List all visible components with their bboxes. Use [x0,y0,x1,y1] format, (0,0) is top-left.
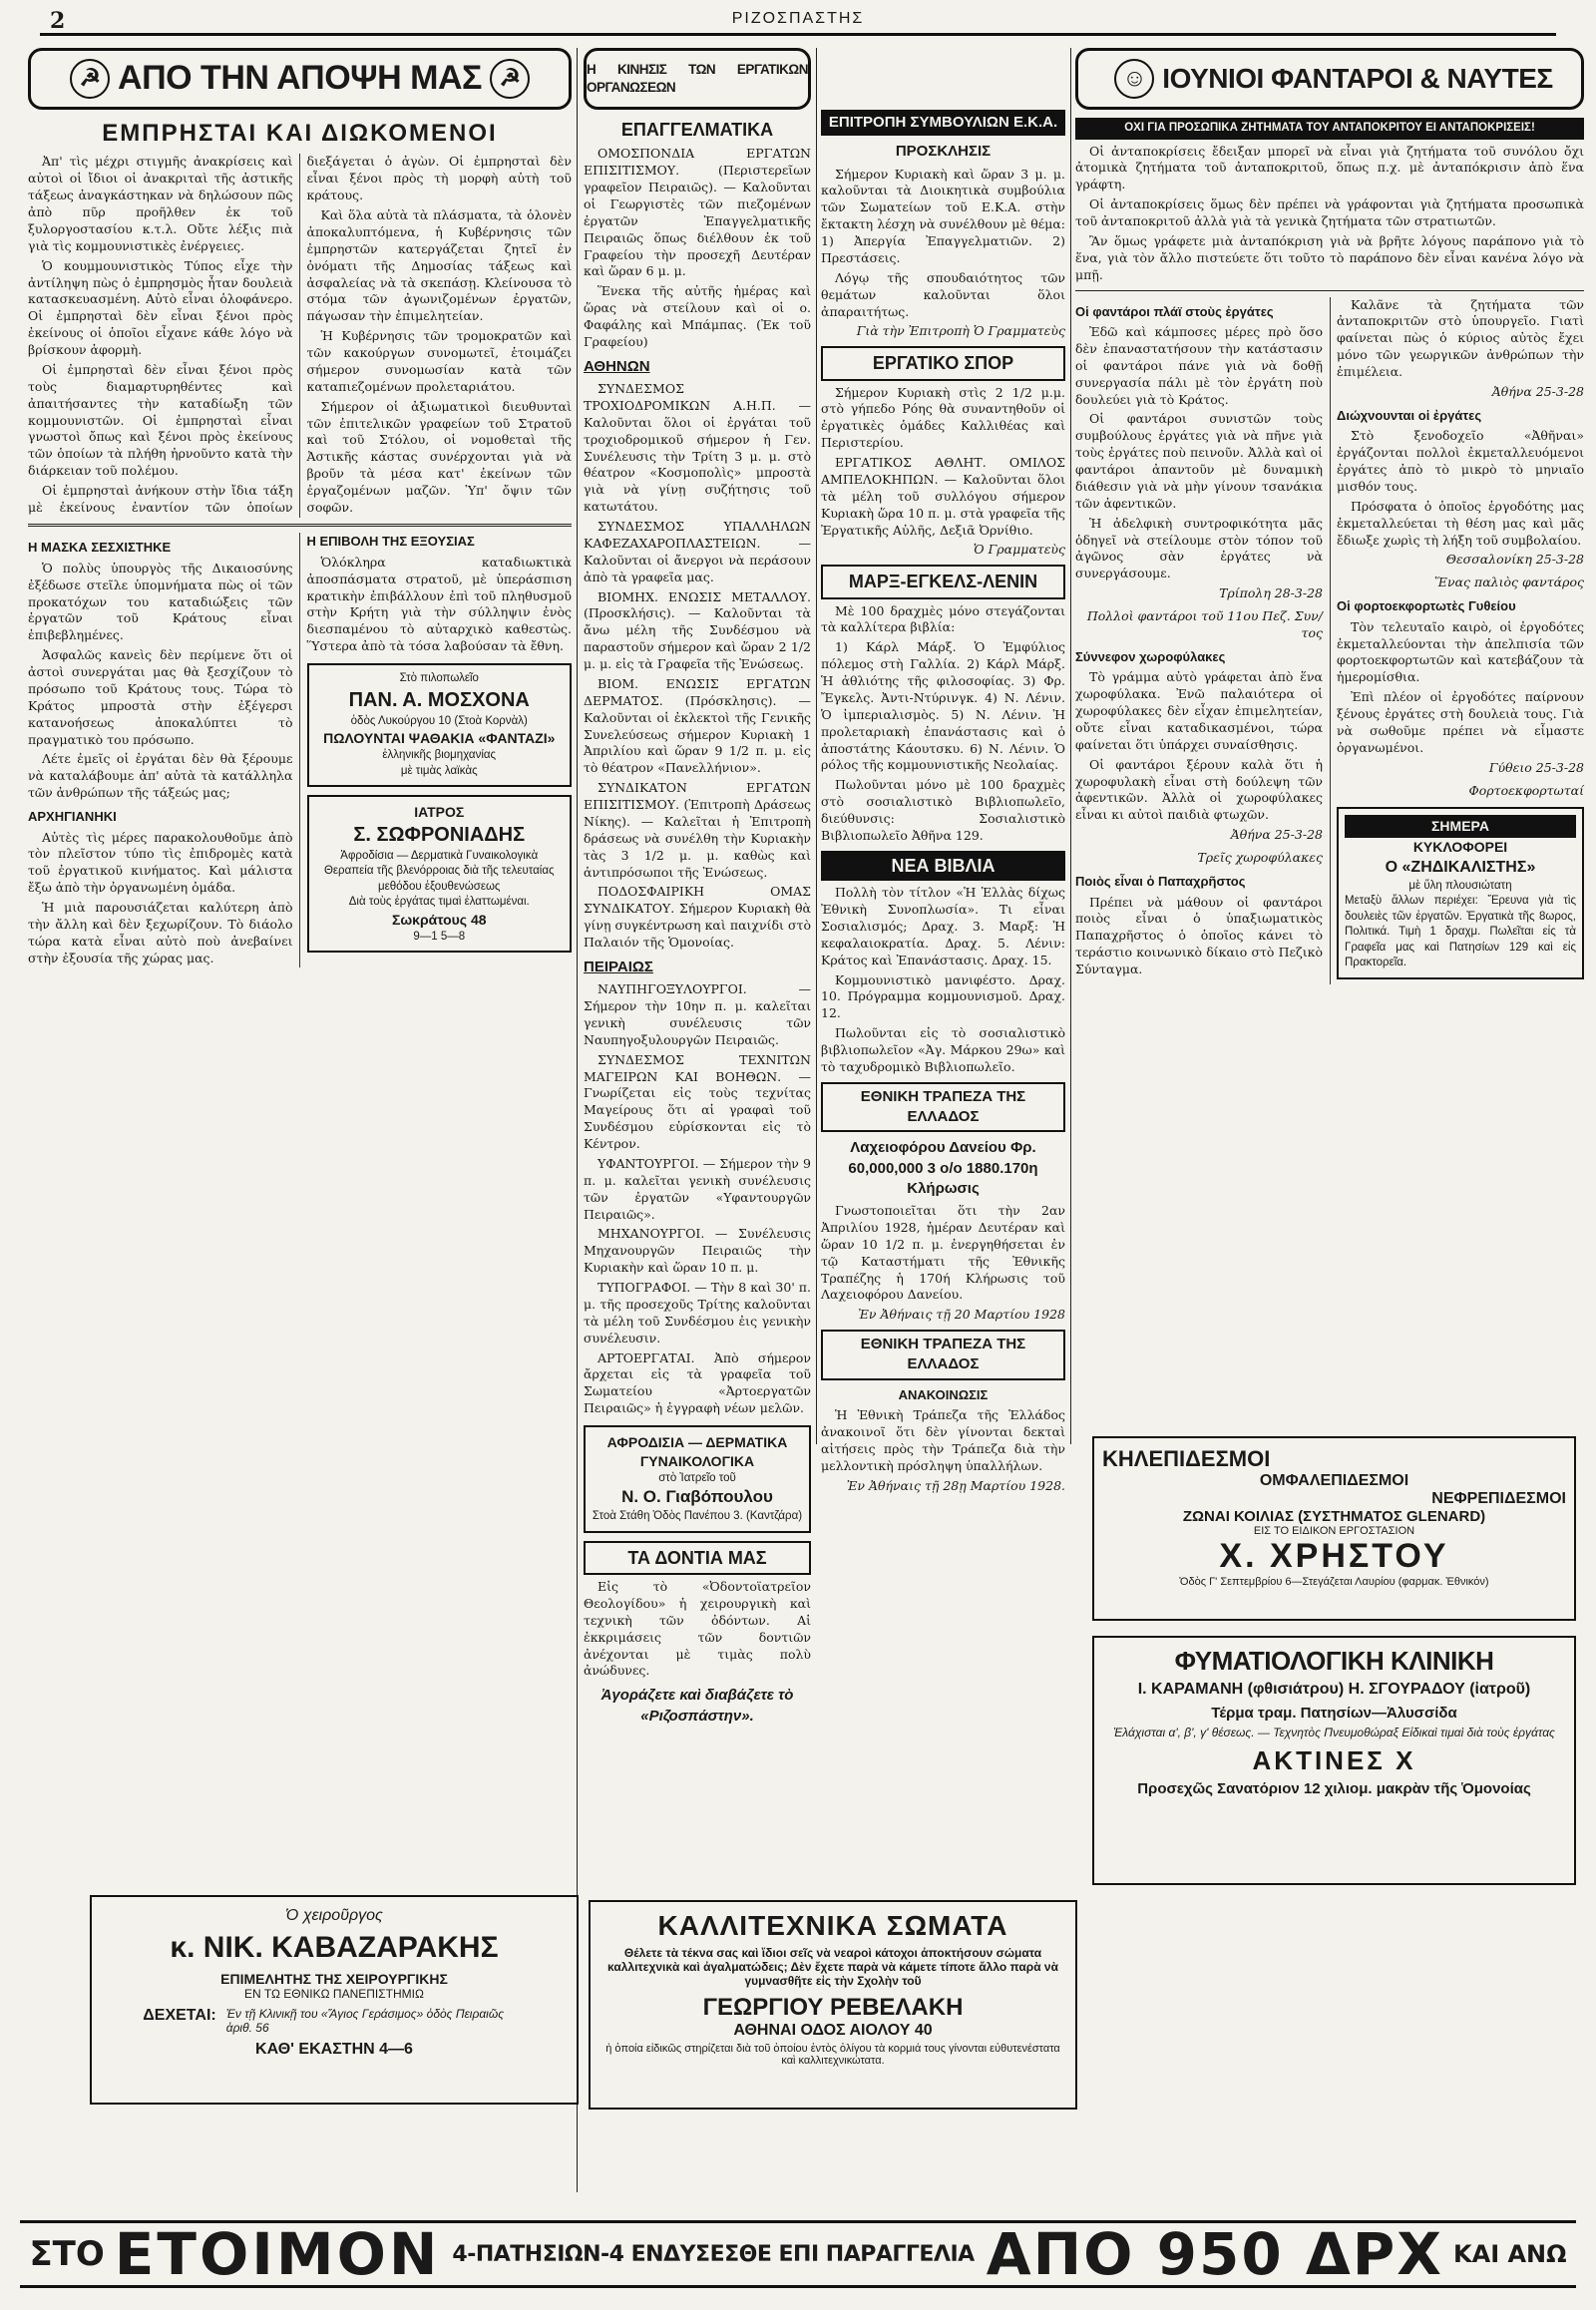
signature: Γιὰ τὴν Ἐπιτροπὴ Ὁ Γραμματεὺς [856,323,1065,339]
section-title: ΜΑΡΞ-ΕΓΚΕΛΣ-ΛΕΝΙΝ [821,565,1065,598]
banner-text: 4-ΠΑΤΗΣΙΩΝ-4 ΕΝΔΥΣΕΣΘΕ ΕΠΙ ΠΑΡΑΓΓΕΛΙΑ [452,2241,975,2267]
article-title: Διώχνουνται οἱ ἐργάτες [1337,407,1482,423]
date-line: Ἐν Ἀθήναις τῇ 28ῃ Μαρτίου 1928. [846,1477,1065,1493]
paragraph: Πωλοῦνται μόνο μὲ 100 δραχμὲς στὸ σοσιαλιστικὸ Βιβλιοπωλεῖο, διεύθυνσις: Σοσιαλιστικὸ Βιβλιοπωλεῖο Ἀθῆνα 129. [821,777,1065,843]
paragraph: Σήμερον οἱ ἀξιωματικοὶ διευθυνταὶ τῶν ἐπιτελικῶν γραφείων τοῦ Στρατοῦ καὶ τοῦ Στόλου, οἱ νομοθεταὶ τῆς Ἀστικῆς κάστας συνέρχονται γιὰ νὰ βροῦν τὰ μέσα κατ' ἐκείνων τῶν ἐργαζομένων μαζῶν. Ὑπ' ὄψιν τῶν σοφῶν. [306,398,572,515]
divider [28,524,572,527]
paragraph: ΣΥΝΔΙΚΑΤΟΝ ΕΡΓΑΤΩΝ ΕΠΙΣΙΤΙΣΜΟΥ. (Ἐπιτροπὴ Δράσεως Νίκης). — Καλεῖται ἡ Ἐπιτροπὴ δράσεως νὰ συνέλθη τὴν Κυριακὴν τὰς 3 1/2 μ. μ. καθὼς καὶ ἀντιπρόσωποι τῆς Ἐνώσεως. [584,780,811,880]
ad-text: Διὰ τοὺς ἐργάτας τιμαὶ ἐλαττωμέναι. [348,896,530,909]
ad-text: Ἐλάχισται α', β', γ' θέσεως. — Τεχνητὸς Πνευμοθώραξ Εἰδικαὶ τιμαὶ διὰ τοὺς ἐργάτας [1113,1726,1555,1739]
ad-title: ΚΗΛΕΠΙΔΕΣΜΟΙ [1102,1446,1271,1471]
paragraph: Ἐδῶ καὶ κάμποσες μέρες πρὸ ὅσο δὲν ἐπαναστατήσουν τὴν κατάστασιν οἱ φαντάροι πάνε γιὰ νὰ δοθῇ συνεργασία πάλι μὲ τὸν ἐργάτη ποὺ δουλεύει γιὰ τὸ Κράτος. [1075,324,1323,407]
subtitle: ΑΝΑΚΟΙΝΩΣΙΣ [898,1386,989,1402]
section-header-text: ΑΠΟ ΤΗΝ ΑΠΟΨΗ ΜΑΣ [118,59,482,98]
ad-name: ΠΑΝ. Α. ΜΟΣΧΟΝΑ [348,688,530,711]
paragraph: ΟΜΟΣΠΟΝΔΙΑ ΕΡΓΑΤΩΝ ΕΠΙΣΙΤΙΣΜΟΥ. (Περιστερεῖων γραφεῖον Πειραιῶς). — Καλοῦνται οἱ Γεωργιστὲς τῶν πιεζομένων ἐργατῶν Ἐπαγγελματικῆς Πειραιῶς ὅπως διέλθουν ἐκ τοῦ Γραφείου τὴν προσεχῆ Δευτέραν καὶ ὥραν 6 μ. μ. [584,146,811,279]
ad-text: ΕΠΙΜΕΛΗΤΗΣ ΤΗΣ ΧΕΙΡΟΥΡΓΙΚΗΣ [220,1971,448,1987]
ad-title: ΦΥΜΑΤΙΟΛΟΓΙΚΗ ΚΛΙΝΙΚΗ [1174,1646,1494,1676]
ad-hat-shop [307,663,573,787]
paragraph: ΣΥΝΔΕΣΜΟΣ ΤΕΧΝΙΤΩΝ ΜΑΓΕΙΡΩΝ ΚΑΙ ΒΟΗΘΩΝ. — Γνωρίζεται εἰς τοὺς τεχνίτας Μαγείρους ὅτι αἱ γραφαὶ τοῦ Συνδέσμου εὑρίσκονται εἰς τὸ Κέντρον. [584,1051,811,1152]
ad-text: Ἀφροδίσια — Δερματικὰ Γυναικολογικὰ [340,849,539,862]
hammer-sickle-icon: ☭ [70,59,110,99]
ad-text: στὸ Ἰατρεῖο τοῦ [658,1471,736,1484]
ad-hours: ΚΑΘ' ΕΚΑΣΤΗΝ 4—6 [255,2041,413,2058]
paragraph: Ἀσφαλῶς κανεὶς δὲν περίμενε ὅτι οἱ ἀστοὶ συνεργάται μας θὰ ξεσχίζουν τὸ πρόσωπο τοῦ Κράτους τους. Τώρα τὸ Κράτος μπροστὰ στὴν ἐξέγερσι κατανοήσεως ἀποκαλύπτει τὸ πραγματικὸ του πρόσωπο. [28,647,293,747]
banner-text: ΣΤΟ [29,2234,105,2274]
column-editorial [28,48,572,2142]
column-notices [821,48,1065,1493]
paragraph: ΒΙΟΜ. ΕΝΩΣΙΣ ΕΡΓΑΤΩΝ ΔΕΡΜΑΤΟΣ. (Πρόσκλησις). — Καλοῦνται οἱ ἐκλεκτοὶ τῆς Γενικῆς Συνελεύσεως σήμερον Κυριακὴ 1 Ἀπριλίου καὶ ὥραν 9 1/2 π. μ. εἰς τὸ θέατρον «Πανελλήνιον». [584,675,811,776]
soldier-portrait-icon: ☺ [1114,59,1154,99]
paragraph: Οἱ ἐμπρησταὶ ἀνήκουν στὴν ἴδια τάξη μὲ ἐκείνους ἐναντίον τῶν ὁποίων διεξάγεται ὁ ἀγὼν. Οἱ ἐμπρησταὶ δὲν εἶναι ξένοι πρὸς τὴ μορφὴ αὐτὴ τοῦ κράτους. [28,154,572,515]
ad-text: ἡ ὁποία εἰδικῶς στηρίζεται διὰ τοῦ ὁποίου ἐντὸς ὀλίγου τὰ κορμιά τους γίνονται εὐθυτενέστατα καὶ καλλιτεχνικώτατα. [605,2043,1060,2067]
ad-text: ΖΩΝΑΙ ΚΟΙΛΙΑΣ (ΣΥΣΤΗΜΑΤΟΣ GLENARD) [1182,1508,1486,1525]
paragraph: Ἂν ὅμως γράφετε μιὰ ἀνταπόκριση γιὰ νὰ βρῆτε λόγους παράπονο γιὰ τὸ ἕνα, γιὰ τὸν ἄλλο πιστεύετε ὅτι τοῦτο τὸ παράπονο δὲν εἶναι κανένα λόγο νὰ μπῇ. [1075,232,1584,282]
paragraph: Ὁ κουμμουνιστικὸς Τύπος εἶχε τὴν ἀντίληψη πὼς ὁ ἐμπρησμὸς ἦταν δουλειὰ κατασκευασμένη. Αὐτὸ εἶναι ὁλοφάνερο. Οἱ ἐμπρησταὶ δὲν εἶναι ξένοι πρὸς ἐκείνους οἱ ὁποῖοι εἶχανε κάθε λόγο νὰ βρίσκουν ἀφορμὴ. [28,257,293,358]
ad-today-publication [1337,807,1584,978]
lead-article-body [28,154,572,518]
paragraph: Λέτε ἐμεῖς οἱ ἐργάται δὲν θὰ ξέρουμε νὰ καταλάβουμε ἀπ' αὐτὰ τὰ κατάλληλα τῶν ἀνθρώπων τῆς τάξεώς μας; [28,751,293,801]
banner-price: ΑΠΟ 950 ΔΡΧ [986,2220,1444,2288]
article-title: ΠΡΟΣΚΛΗΣΙΣ [895,143,992,161]
ad-doctor [307,795,573,953]
section-header-labor: Η ΚΙΝΗΣΙΣ ΤΩΝ ΕΡΓΑΤΙΚΩΝ ΟΡΓΑΝΩΣΕΩΝ [584,48,811,110]
section-title: ΠΕΙΡΑΙΩΣ [584,958,653,975]
ad-label: ΣΗΜΕΡΑ [1345,815,1576,838]
ad-belts [1092,1436,1576,1621]
article-title: Η ΕΠΙΒΟΛΗ ΤΗΣ ΕΞΟΥΣΙΑΣ [306,534,475,550]
banner-text: ΚΑΙ ΑΝΩ [1453,2240,1567,2268]
section-title: ΝΕΑ ΒΙΒΛΙΑ [821,851,1065,881]
paragraph: ΤΥΠΟΓΡΑΦΟΙ. — Τὴν 8 καὶ 30' π. μ. τῆς προσεχοῦς Τρίτης καλοῦνται τὰ μέλη τοῦ Συνδέσμου ἐις γενικὴν συνέλευσιν. [584,1280,811,1346]
paragraph: Μὲ 100 δραχμὲς μόνο στεγάζονται τὰ καλλίτερα βιβλία: [821,602,1065,635]
bank-loan: Λαχειοφόρου Δανείου Φρ. 60,000,000 3 ο/ο 1880.170η Κλήρωσις [848,1139,1038,1197]
paragraph: Ἡ ἀδελφικὴ συντροφικότητα μᾶς ὁδηγεῖ νὰ στείλουμε στὸν τόπον τοῦ ἀγῶνος σὰν ἐργάτες νὰ συνεργάσουμε. [1075,515,1323,581]
article-title: Οἱ φορτοεκφορτωτὲς Γυθείου [1337,598,1516,614]
ad-text: μὲ τιμὰς λαϊκὰς [400,764,478,777]
editorial-briefs [28,533,572,966]
ad-name: Χ. ΧΡΗΣΤΟΥ [1219,1537,1449,1575]
signature: Ὁ Γραμματεὺς [973,542,1065,558]
column-soldiers [1075,48,1584,1424]
ad-text: μὲ ὕλη πλουσιώτατη [1408,879,1512,892]
ad-text: ΕΝ ΤΩ ΕΘΝΙΚΩ ΠΑΝΕΠΙΣΤΗΜΙΩ [244,1987,424,2001]
ad-hours: 9—1 5—8 [413,930,466,943]
ad-clinic [584,1425,811,1533]
paragraph: ΒΙΟΜΗΧ. ΕΝΩΣΙΣ ΜΕΤΑΛΛΟΥ. (Προσκλήσις). — Καλοῦνται τὰ ἄνω μέλη τῆς Συνδέσμου νὰ παραστοῦν σήμερον καὶ ὥραν 2 1/2 μ. μ. εἰς τὰ Γραφεῖα τῆς Ἑνώσεως. [584,588,811,672]
paragraph: Σήμερον Κυριακὴ καὶ ὥραν 3 μ. μ. καλοῦνται τὰ Διοικητικὰ συμβούλια τῶν Σωματείων τοῦ Ε.Κ.Α. στὴν ἔκτακτη λέσχη νὰ συνέλθουν μὲ θέμα: 1) Ἀπεργία Ἐπαγγελματιῶν. 2) Πρεστάσεις. [821,166,1065,265]
paragraph: ΑΡΤΟΕΡΓΑΤΑΙ. Ἀπὸ σήμερον ἄρχεται εἰς τὰ γραφεῖα τοῦ Σωματείου «Ἀρτοεργατῶν Πειραιῶς» ἡ ἐγγραφὴ νέων μελῶν. [584,1349,811,1416]
signature: Ἀθήνα 25-3-28 [1230,827,1323,843]
ad-text: Προσεχῶς Σανατόριον 12 χιλιομ. μακρὰν τῆς Ὁμονοίας [1137,1780,1531,1797]
paper-name: ΡΙΖΟΣΠΑΣΤΗΣ [731,10,865,27]
section-title: ΑΘΗΝΩΝ [584,357,650,375]
paragraph: Πολλὴ τὸν τίτλον «Ἡ Ἑλλὰς δίχως Ἐθνικὴ Συνοπλωσία». Τι εἶναι Σοσιαλισμός; Δραχ. 3. Μαρξ: Ἡ κεφαλαιοκρατία. Δραχ. 5. Λένιν: Κράτος καὶ Ἐπανάστασις. Δραχ. 15. [821,885,1065,967]
paragraph: Πρέπει νὰ μάθουν οἱ φαντάροι ποιὸς εἶναι ὁ ὑπαξιωματικὸς Παπαχρῆστος ὁ ὁποῖος κάνει τὸ τεράστιο κοινωνικὸ δίκαιο στὸ Πεζικὸ Σύνταγμα. [1075,894,1323,977]
ad-text: Θεραπεία τῆς βλενόρροιας διὰ τῆς τελευταίας μεθόδου ἐξουθενώσεως [323,865,555,893]
ad-title: ΙΑΤΡΟΣ [414,804,465,821]
ad-address: Ὁδὸς Γ' Σεπτεμβρίου 6—Στεγάζεται Λαυρίου (φαρμακ. Ἐθνικόν) [1179,1576,1489,1588]
ad-surgeon [90,1895,579,2105]
paragraph: Ἀπ' τὶς μέχρι στιγμῆς ἀνακρίσεις καὶ αὐτοὶ οἱ ἴδιοι οἱ ἀνακριταὶ τῆς ἀστικῆς τάξεως ἀναγκάστηκαν νὰ δηλώσουν πῶς ἀπὸ πῦρ προῆλθεν ἐκ τοῦ ξυλοργοστασίου κ.τ.λ. Οὔτε λέξις πιὰ γιὰ τὶς κομμουνιστικὲς ἐνέργειες. [28,154,293,253]
paragraph: Οἱ φαντάροι συνιστῶν τοὺς συμβούλους ἐργάτες γιὰ νὰ πῆνε γιὰ τοὺς ἐργάτες ποὺ πεινοῦν. Ἀλλὰ καὶ οἱ φαντάροι ἀπαντοῦν μὲ δυναμικὴ διάθεσιν γιὰ νὰ μὴν γίνουν τσανάκια τῶν ἀφεντικῶν. [1075,411,1323,511]
section-title: ΕΠΑΓΓΕΛΜΑΤΙΚΑ [620,120,774,140]
ad-text: ΕΙΣ ΤΟ ΕΙΔΙΚΟΝ ΕΡΓΟΣΤΑΣΙΟΝ [1253,1525,1415,1537]
bottom-banner-ad [20,2220,1576,2288]
paragraph: Ἐπὶ πλέον οἱ ἐργοδότες παίρνουν ξένους ἐργάτες στὴ δουλειὰ τους. Γιὰ νὰ σωθοῦμε πρέπει νὰ εἶμαστε ὀργανωμένοι. [1337,689,1584,755]
ad-name: Ι. ΚΑΡΑΜΑΝΗ (φθισιάτρου) Η. ΣΓΟΥΡΑΔΟΥ (ἰατροῦ) [1137,1681,1531,1698]
article-title: Ποιὸς εἶναι ὁ Παπαχρῆστος [1075,873,1246,889]
ad-text: ΝΕΦΡΕΠΙΔΕΣΜΟΙ [1431,1490,1566,1507]
paragraph: Στὸ ξενοδοχεῖο «Ἀθῆναι» ἐργάζονται πολλοὶ ἐκμεταλλευόμενοι ἐργάτες ἀπὸ τὸ μικρὸ τὸ μηνιαῖο μισθόν τους. [1337,428,1584,494]
paragraph: Οἱ ἐμπρησταὶ δὲν εἶναι ξένοι πρὸς τοὺς διαμαρτυρηθέντες καὶ ἀπαιτήσαντες τὴν καταδίωξη τῶν κομμουνιστῶν. Οἱ ἐμπρησταὶ εἶναι γνωστοὶ ὄπως καὶ ξένοι πρὸς ἐκείνους τῶν ὁποίων τὰ πλήθη ἠρνοῦντο κατὰ τὴν διάρκειαν τοῦ πολέμου. [28,361,293,479]
ad-title: Ο «ΖΗΔΙΚΑΛΙΣΤΗΣ» [1385,859,1536,877]
paragraph: ΣΥΝΔΕΣΜΟΣ ΤΡΟΧΙΟΔΡΟΜΙΚΩΝ Α.Η.Π. — Καλοῦνται ὅλοι οἱ ἐργάται τοῦ τροχιοδρομικοῦ σήμερον ἡ Γεν. Συνέλευσις τὴν Τρίτη 3 μ. μ. στὸ θέατρον «Κοσμοπολὶς» μπροστὰ γιὰ νὰ γίνῃ συζήτησις τοῦ κατωτάτου. [584,381,811,515]
paragraph: Ὁλόκληρα καταδιωκτικὰ ἀποσπάσματα στρατοῦ, μὲ ὑπεράσπιση κρατικὴν ἐπιβάλλουν ἐπὶ τοῦ πληθυσμοῦ στὴν Κρήτη γιὰ τὴν σύλληψιν ἐνὸς διεσπαμένου τὸ αὐταρχικὸ καθεστὼς. Ὕστερα ἀπὸ τὰ τόσα λαβούσαν τὰ ἔθνη. [306,554,572,654]
signature: Τρεῖς χωροφύλακες [1197,850,1323,866]
paragraph: 1) Κάρλ Μάρξ. Ὁ Ἐμφύλιος πόλεμος στὴ Γαλλία. 2) Κάρλ Μάρξ. Ἡ ἀθλιότης τῆς φιλοσοφίας. 3) Φρ. Ἔγκελς. Ἀντι-Ντύρινγκ. 4) Ν. Λένιν. Ὁ ἰμπεριαλισμὸς. 5) Ν. Λένιν. Ἡ προλεταριακὴ ἐπανάστασις καὶ ὁ ἀποστάτης Κάουτσκυ. 6) Ν. Λένιν. Ὁ ρόλος τῆς κομμουνιστικῆς Νεολαίας. [821,639,1065,773]
ad-address: ὁδὸς Λυκούργου 10 (Στοὰ Κορνὰλ) [350,714,528,727]
page-number: 2 [50,8,66,34]
article-title: ΑΡΧΗΓΙΑΝΗΚΙ [28,809,117,825]
section-header-editorial [28,48,572,110]
section-header-committee: ΕΠΙΤΡΟΠΗ ΣΥΜΒΟΥΛΙΩΝ Ε.Κ.Α. [821,110,1065,136]
paragraph: Πρόσφατα ὁ ὁποῖος ἐργοδότης μας ἐκμεταλλεύεται τὴ θέση μας καὶ μᾶς ἔδιωξε χωρὶς τὴ λήξη τοῦ συμβολαίου. [1337,498,1584,548]
article-title: Οἱ φαντάροι πλάϊ στοὺς ἐργάτες [1075,303,1274,319]
ad-name: κ. ΝΙΚ. ΚΑΒΑΖΑΡΑΚΗΣ [170,1931,499,1964]
ad-title: ΑΦΡΟΔΙΣΙΑ — ΔΕΡΜΑΤΙΚΑ ΓΥΝΑΙΚΟΛΟΓΙΚΑ [606,1434,788,1469]
paragraph: ΠΟΔΟΣΦΑΙΡΙΚΗ ΟΜΑΣ ΣΥΝΔΙΚΑΤΟΥ. Σήμερον Κυριακὴ θὰ γίνῃ συγκέντρωση καὶ παιχνίδι στὸ Παλαιόν τῆς Ὁμονοίας. [584,884,811,951]
article-title: Η ΜΑΣΚΑ ΣΕΣΧΙΣΤΗΚΕ [28,540,172,556]
paragraph: Ἡ μιὰ παρουσιάζεται καλύτερη ἀπὸ τὴν ἄλλη καὶ δὲν ξεχωρίζουν. Τὸ διάολο τώρα κατὰ εἶναι αὐτὸ ποὺ ἀνεβαίνει στὴν ἐξουσία τῆς χώρας μας. [28,900,293,965]
ad-item: ΠΩΛΟΥΝΤΑΙ ΨΑΘΑΚΙΑ «ΦΑΝΤΑΖΙ» [323,730,556,747]
ad-address: Σωκράτους 48 [391,911,487,928]
paragraph: Καλᾶνε τὰ ζητήματα τῶν ἀνταποκριτῶν στὸ ὑπουργεῖο. Γιατὶ φαίνεται πὼς ὁ κύριος αὐτὸς ἔχει μόνο τῶν γεωργικῶν ἀνθρώπων τὴν ἐπιμέλεια. [1337,296,1584,380]
paragraph: Τὸν τελευταῖο καιρὸ, οἱ ἐργοδότες ἐκμεταλλεύονται τὴν ἀπελπισία τῶν φορτοεκφορτωτῶν καὶ κατεβάζουν τὰ ἡμερομίσθια. [1337,618,1584,685]
section-title: ΕΘΝΙΚΗ ΤΡΑΠΕΖΑ ΤΗΣ ΕΛΛΑΔΟΣ [821,1082,1065,1133]
note: Ἀγοράζετε καὶ διαβάζετε τὸ «Ριζοσπάστην». [600,1687,794,1725]
hammer-sickle-icon: ☭ [490,59,530,99]
masthead [40,6,1556,36]
ad-text: Θέλετε τὰ τέκνα σας καὶ ἴδιοι σεῖς νὰ νεαροὶ κάτοχοι ἀποκτήσουν σώματα καλλιτεχνικὰ καὶ ἀγαλματώδεις; Δὲν ἔχετε παρὰ νὰ κάμετε τίποτε ἄλλο παρὰ νὰ γυμνασθῆτε εἰς τὴν Σχολὴν τοῦ [607,1946,1058,1988]
paragraph: Ἕνεκα τῆς αὐτῆς ἡμέρας καὶ ὥρας νὰ στείλουν καὶ οἱ ο. Φαφάλης καὶ Μπάμπας. (Ἐκ τοῦ Γραφείου) [584,283,811,349]
banner-brand: ΕΤΟΙΜΟΝ [114,2220,441,2288]
paragraph: Οἱ ἀνταποκρίσεις ἔδειξαν μπορεῖ νὰ εἶναι γιὰ ζητήματα τοῦ συνόλου ὄχι ἀτομικὰ ζητήματα τοῦ ἀνταποκριτοῦ, ὅπως π.χ. μὲ ἀνταπόκρισιν ἀπὸ ἕνα γράφτη. [1075,143,1584,192]
column-labor-news [584,48,811,1725]
ad-address: ΑΘΗΝΑΙ ΟΔΟΣ ΑΙΟΛΟΥ 40 [733,2022,933,2039]
paragraph: ΝΑΥΠΗΓΟΞΥΛΟΥΡΓΟΙ. — Σήμερον τὴν 10ην π. μ. καλεῖται γενικὴ συνέλευσις τῶν Ναυπηγοξυλουργῶν Πειραιῶς. [584,981,811,1047]
ad-text: ΟΜΦΑΛΕΠΙΔΕΣΜΟΙ [1259,1472,1409,1489]
ad-address: Στοὰ Στάθη Ὁδὸς Πανέπου 3. (Καντζάρα) [592,1510,803,1523]
paragraph: Ἡ Κυβέρνησις τῶν τρομοκρατῶν καὶ τῶν κακούργων συνομωτεῖ, ἑτοιμάζει σήμερον συνομωσίαν κατὰ τῶν καταπιεζομένων προλεταριάτου. [306,328,572,394]
paragraph: Εἰς τὸ «Ὀδοντοϊατρεῖον Θεολογίδου» ἡ χειρουργικὴ καὶ τεχνικὴ τῶν ὀδόντων. Αἱ ἐκκριμάσεις τῶν δοντιῶν ἀνέχονται μὲ τιμὰς πολὺ ἀνώδυνες. [584,1579,811,1679]
ad-text: ΔΕΧΕΤΑΙ: [143,2007,216,2024]
section-title: ΤΑ ΔΟΝΤΙΑ ΜΑΣ [584,1541,811,1575]
ad-address: Τέρμα τραμ. Πατησίων—Ἀλυσσίδα [1211,1705,1457,1722]
paragraph: Πωλοῦνται εἰς τὸ σοσιαλιστικὸ βιβλιοπωλεῖον «Ἀγ. Μάρκου 29ω» καὶ τὸ ταχυδρομικὸ Βιβλιοπωλεῖο. [821,1025,1065,1074]
ad-text: ΚΥΚΛΟΦΟΡΕΙ [1412,839,1508,856]
sub-header: ΟΧΙ ΓΙΑ ΠΡΟΣΩΠΙΚΑ ΖΗΤΗΜΑΤΑ ΤΟΥ ΑΝΤΑΠΟΚΡΙΤΟΥ ΕΙ ΑΝΤΑΠΟΚΡΙΣΕΙΣ! [1075,118,1584,140]
paragraph: ΜΗΧΑΝΟΥΡΓΟΙ. — Συνέλευσις Μηχανουργῶν Πειραιῶς τὴν Κυριακὴν καὶ ὥραν 10 π. μ. [584,1226,811,1276]
paragraph: Αὐτὲς τὶς μέρες παρακολουθοῦμε ἀπὸ τὸν πλεῖστον τύπο τὶς ἐπιδρομὲς κατὰ τοῦ ἐργατικοῦ κινήματος. Καὶ μάλιστα ἔξω ἀπὸ τὴν ὀργανωμένη ὀμάδα. [28,829,293,896]
ad-name: ΓΕΩΡΓΙΟΥ ΡΕΒΕΛΑΚΗ [702,1994,964,2021]
signature: Πολλοὶ φαντάροι τοῦ 11ου Πεζ. Συν/τος [1086,608,1323,640]
soldiers-letters [1075,297,1584,984]
lead-article-title: ΕΜΠΡΗΣΤΑΙ ΚΑΙ ΔΙΩΚΟΜΕΝΟΙ [102,120,498,147]
ad-text: ἑλληνικῆς βιομηχανίας [382,748,497,761]
signature: Ἀθήνα 25-3-28 [1491,383,1584,399]
divider [1075,290,1584,291]
paragraph: Σήμερον Κυριακὴ στὶς 2 1/2 μ.μ. στὸ γήπεδο Ρόης θὰ συναντηθοῦν οἱ ἐργατικὲς ὁμάδες Καλλιθέας καὶ Περιστερίου. [821,384,1065,451]
section-header-soldiers [1075,48,1584,110]
ad-address: Ἐν τῇ Κλινικῇ του «Ἅγιος Γεράσιμος» ὁδὸς Πειραιῶς ἀριθ. 56 [225,2007,505,2035]
column-rule [816,48,817,1444]
signature: Γύθειο 25-3-28 [1488,759,1584,775]
date-line: Ἐν Ἀθήναις τῇ 20 Μαρτίου 1928 [858,1307,1065,1323]
column-rule [577,48,578,2192]
paragraph: Γνωστοποιεῖται ὅτι τὴν 2αν Ἀπριλίου 1928, ἡμέραν Δευτέραν καὶ ὥραν 10 1/2 π. μ. ἐνεργηθήσεται ἐν τῷ Καταστήματι τῆς Ἐθνικῆς Τραπέζης ἡ 170ή Κλήρωσις τοῦ Λαχειοφόρου Δανείου. [821,1203,1065,1303]
paragraph: Ἡ Ἐθνικὴ Τράπεζα τῆς Ἑλλάδος ἀνακοινοῖ ὅτι δὲν γίνονται δεκταὶ αἰτήσεις πρὸς τὴν Τράπεζα διὰ τὴν μελλοντικὴ πρόσληψη ὑπαλλήλων. [821,1407,1065,1473]
signature: Θεσσαλονίκη 25-3-28 [1445,552,1584,568]
section-title: ΕΘΝΙΚΗ ΤΡΑΠΕΖΑ ΤΗΣ ΕΛΛΑΔΟΣ [821,1330,1065,1380]
ad-title: ΚΑΛΛΙΤΕΧΝΙΚΑ ΣΩΜΑΤΑ [657,1910,1008,1941]
section-title: ΕΡΓΑΤΙΚΟ ΣΠΟΡ [821,346,1065,380]
ad-gymnastics [589,1900,1077,2110]
paragraph: Ὁ πολὺς ὑπουργὸς τῆς Δικαιοσύνης ἐξέδωσε στεῖλε ὑπομνήματα πὼς οἱ τῶν προκατόχων του καταδιώξεις τῶν ἐργατῶν τοῦ Κράτους εἶναι ἐπιβεβλημένες. [28,560,293,643]
ad-text: Ὁ χειροῦργος [285,1907,383,1924]
signature: Τρίπολη 28-3-28 [1219,585,1323,601]
article-title: Σύννεφον χωροφύλακες [1075,648,1226,664]
ad-name: Σ. ΣΩΦΡΟΝΙΑΔΗΣ [353,823,526,846]
ad-name: Ν. Ο. Γιαβόπουλου [621,1487,773,1507]
paragraph: Κομμουνιστικὸ μανιφέστο. Δραχ. 10. Πρόγραμμα κομμουνισμοῦ. Δραχ. 12. [821,971,1065,1021]
section-header-text: ΙΟΥΝΙΟΙ ΦΑΝΤΑΡΟΙ & ΝΑΥΤΕΣ [1162,63,1553,95]
paragraph: Τὸ γράμμα αὐτὸ γράφεται ἀπὸ ἕνα χωροφύλακα. Ἐνῶ παλαιότερα οἱ χωροφύλακες δὲν εἶχαν ἐπιμελητείαν, οὔτε εἶναι καταδικασμένοι, τώρα φαίνεται ὅτι ὑπάρχει συναίσθησις. [1075,669,1323,752]
paragraph: Οἱ ἀνταποκρίσεις ὅμως δὲν πρέπει νὰ γράφονται γιὰ ζητήματα προσωπικὰ τοῦ ἀνταποκριτοῦ ἀλλὰ γιὰ τὰ γενικὰ ζητήματα τῶν στρατιωτῶν. [1075,196,1584,229]
ad-text: Στὸ πιλοπωλεῖο [399,672,479,685]
ad-text: Μεταξὺ ἄλλων περιέχει: Ἔρευνα γιὰ τὶς δουλειὲς τῶν ἐργατῶν. Ἐργατικὰ τῆς 8ωρος, Πολιτικά. Τιμὴ 1 δραχμ. Πωλεῖται εἰς τὰ Γραφεῖα μας καὶ Πατησίων 129 καὶ εἰς Πρακτορεῖα. [1345,895,1576,969]
paragraph: Οἱ φαντάροι ξέρουν καλὰ ὅτι ἡ χωροφυλακὴ εἶναι στὴ δούλεψη τῶν ἀφεντικῶν. Ἀλλὰ οἱ χωροφύλακες εἶναι κι αὐτοὶ παιδιὰ φτωχῶν. [1075,756,1323,823]
ad-tb-clinic [1092,1636,1576,1885]
column-rule [1070,48,1071,1444]
paragraph: Καὶ ὅλα αὐτὰ τὰ πλάσματα, τὰ ὁλονὲν ἀποκαλυπτόμενα, ἡ Κυβέρνησις τῶν ἐμπρηστῶν κατεργάζεται ζητεῖ ἐν ὀνόματι τῆς Δημοσίας τάξεως καὶ ἀσφαλείας νὰ τὰ σκεπάσῃ. Κλείνουσα τὸ στόμα τῶν ἀγωνιζομένων ἐργατῶν, πάγωσαν τὴν ἐπιμελητείαν. [306,207,572,324]
ad-title: ΑΚΤΙΝΕΣ Χ [1252,1745,1416,1775]
paragraph: Λόγῳ τῆς σπουδαιότητος τῶν θεμάτων καλοῦνται ὅλοι ἀπαραιτήτως. [821,269,1065,319]
signature: Ἕνας παλιὸς φαντάρος [1434,575,1584,590]
paragraph: ΕΡΓΑΤΙΚΟΣ ΑΘΛΗΤ. ΟΜΙΛΟΣ ΑΜΠΕΛΟΚΗΠΩΝ. — Καλοῦνται ὅλοι τὰ μέλη τοῦ συλλόγου σήμερον Κυριακὴ ὥρα 10 π. μ. στὰ γραφεῖα τῆς Ἐργατικῆς Αὐλῆς, Δεξιᾶ Ὀρνίθιο. [821,455,1065,538]
paragraph: ΣΥΝΔΕΣΜΟΣ ΥΠΑΛΛΗΛΩΝ ΚΑΦΕΖΑΧΑΡΟΠΛΑΣΤΕΙΩΝ. — Καλοῦνται οἱ ἄνεργοι νὰ περάσουν ἀπὸ τὰ γραφεῖα μας. [584,519,811,584]
signature: Φορτοεκφορτωταί [1468,782,1584,798]
paragraph: ΥΦΑΝΤΟΥΡΓΟΙ. — Σήμερον τὴν 9 π. μ. καλεῖται γενικὴ συνέλευσις τῶν ἐργατῶν «Υφαντουργῶν Πειραιῶς». [584,1155,811,1222]
